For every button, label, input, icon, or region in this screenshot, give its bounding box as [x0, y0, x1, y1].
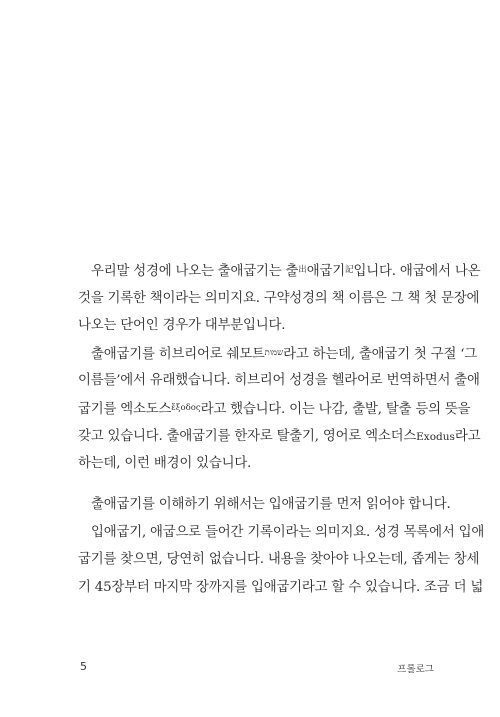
- text-run: 출애굽기를 히브리어로 쉐모트: [91, 346, 265, 362]
- text-run: 라고 했습니다. 이는 나감, 출발, 탈출 등의 뜻을: [200, 401, 471, 417]
- text-line: 기 45장부터 마지막 장까지를 입애굽기라고 할 수 있습니다. 조금 더 넓: [78, 579, 484, 595]
- running-footer-title: 프롤로그: [397, 664, 434, 675]
- text-line: [78, 257, 481, 285]
- body-text-bottom: [78, 491, 485, 601]
- hebrew-annotation: שמות: [264, 347, 284, 358]
- text-line: 입애굽기, 애굽으로 들어간 기록이라는 의미지요. 성경 목록에서 입애: [91, 524, 485, 540]
- page-number: 5: [80, 660, 87, 673]
- text-line: 이름들’에서 유래했습니다. 히브리어 성경을 헬라어로 번역하면서 출애: [78, 373, 480, 389]
- text-line: [78, 395, 471, 423]
- text-run: 우리말 성경에 나오는 출애굽기는 출: [91, 264, 299, 279]
- hanja-annotation: 記: [345, 265, 354, 275]
- text-run: 갖고 있습니다. 출애굽기를 한자로 탈출기, 영어로 엑소더스: [78, 428, 417, 444]
- text-run: 애굽기: [306, 264, 345, 279]
- hanja-annotation: 出: [298, 265, 307, 275]
- text-line: 하는데, 이런 배경이 있습니다.: [78, 456, 252, 472]
- greek-annotation: ἔξοδος: [171, 402, 201, 413]
- text-line: 것을 기록한 책이라는 의미지요. 구약성경의 책 이름은 그 책 첫 문장에: [78, 290, 480, 306]
- english-annotation: Exodus: [416, 430, 455, 443]
- text-run: 라고 하는데, 출애굽기 첫 구절 ‘그: [283, 346, 478, 362]
- body-text-top: [78, 257, 481, 478]
- text-line: [78, 423, 481, 451]
- text-run: 입니다. 애굽에서 나온: [353, 264, 481, 279]
- text-line: 나오는 단어인 경우가 대부분입니다.: [78, 318, 286, 334]
- text-run: 라고: [454, 428, 481, 444]
- text-line: 굽기를 찾으면, 당연히 없습니다. 내용을 찾아야 나오는데, 좁게는 창세: [78, 552, 480, 568]
- text-line: 출애굽기를 이해하기 위해서는 입애굽기를 먼저 읽어야 합니다.: [91, 497, 451, 512]
- text-run: 굽기를 엑소도스: [78, 401, 172, 417]
- text-line: [78, 340, 478, 368]
